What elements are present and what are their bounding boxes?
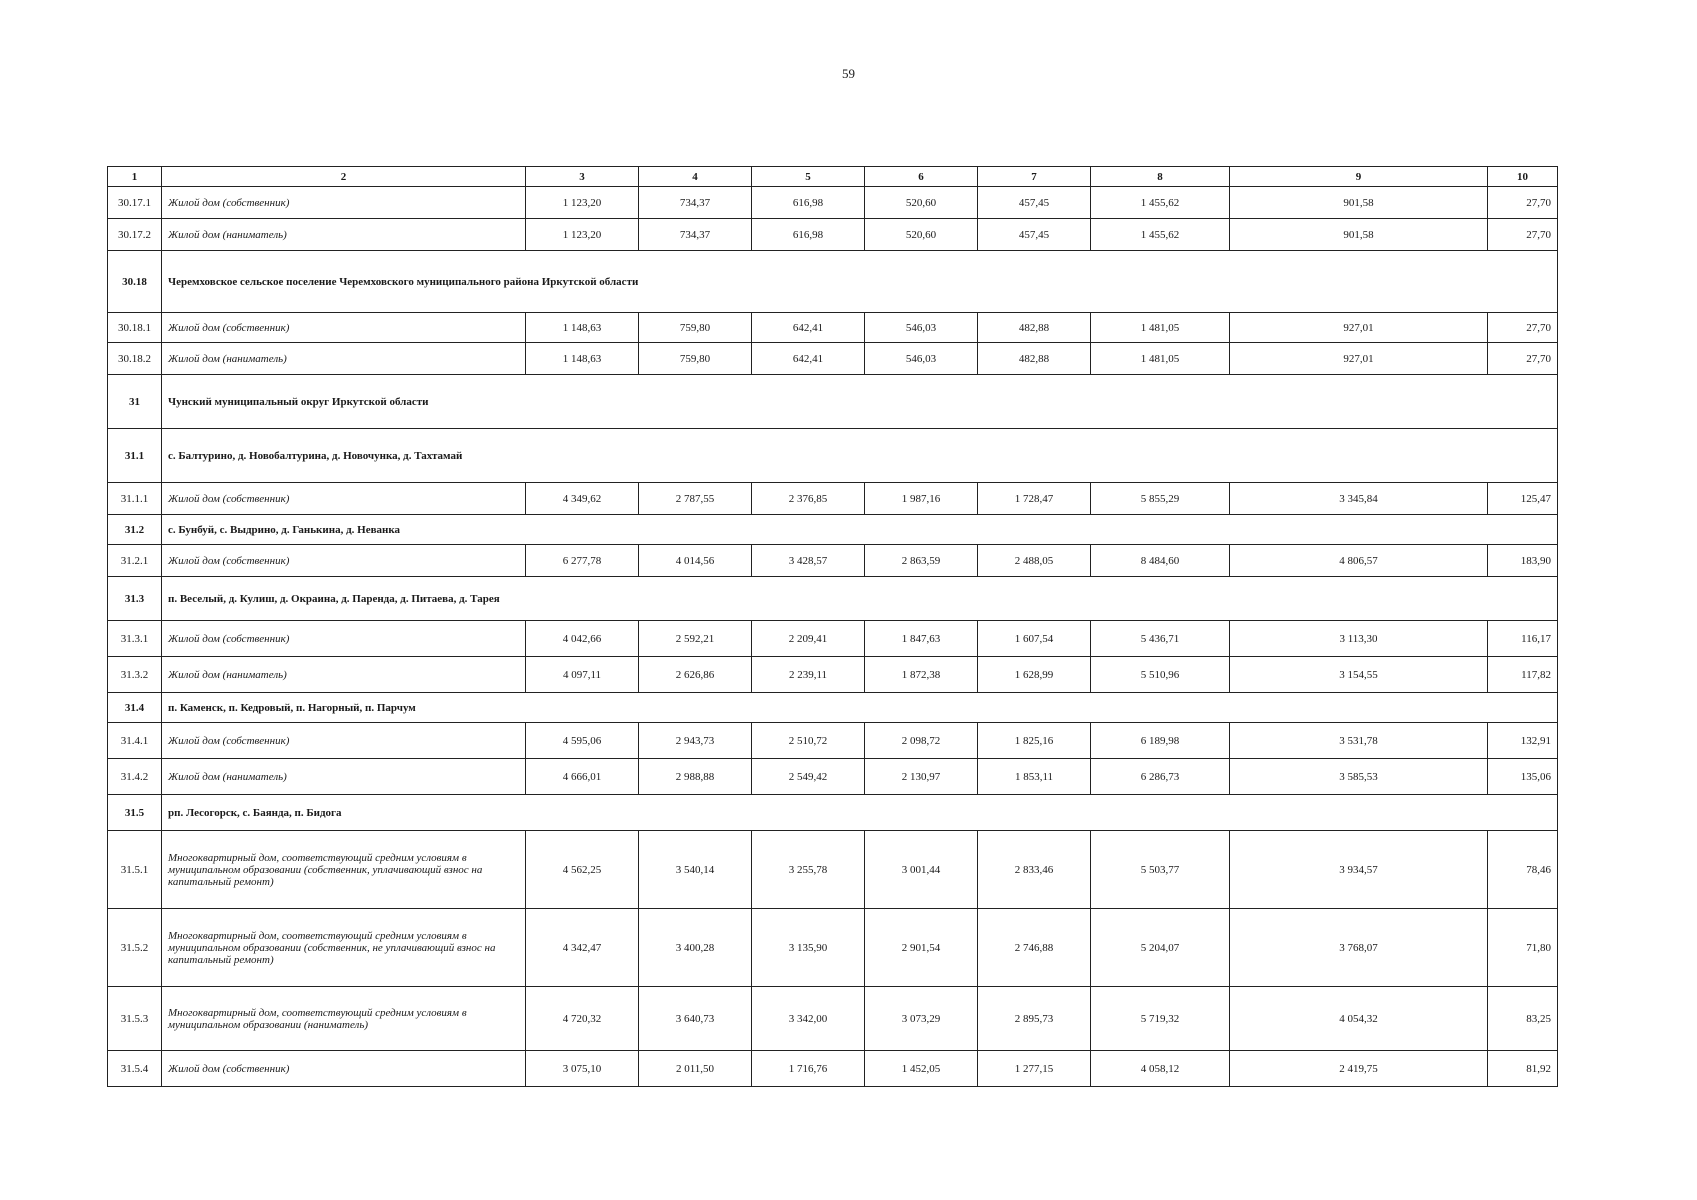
row-code: 31.2 <box>108 515 162 545</box>
row-code: 31.2.1 <box>108 545 162 577</box>
value-col-4: 2 943,73 <box>639 723 752 759</box>
value-col-6: 1 987,16 <box>865 483 978 515</box>
value-col-8: 6 189,98 <box>1091 723 1230 759</box>
value-col-4: 2 592,21 <box>639 621 752 657</box>
column-header-6: 6 <box>865 167 978 187</box>
table-row <box>108 987 1558 1051</box>
value-col-10: 183,90 <box>1488 545 1558 577</box>
value-col-8: 5 436,71 <box>1091 621 1230 657</box>
value-col-10: 125,47 <box>1488 483 1558 515</box>
value-col-8: 1 481,05 <box>1091 343 1230 375</box>
row-code: 30.17.2 <box>108 219 162 251</box>
value-col-5: 3 342,00 <box>752 987 865 1051</box>
value-col-7: 1 825,16 <box>978 723 1091 759</box>
section-title: Чунский муниципальный округ Иркутской области <box>162 375 1558 429</box>
value-col-10: 27,70 <box>1488 313 1558 343</box>
column-number-row <box>108 167 1558 187</box>
row-code: 31.4.1 <box>108 723 162 759</box>
value-col-4: 759,80 <box>639 343 752 375</box>
value-col-5: 642,41 <box>752 313 865 343</box>
value-col-8: 5 719,32 <box>1091 987 1230 1051</box>
value-col-5: 2 209,41 <box>752 621 865 657</box>
value-col-8: 1 455,62 <box>1091 219 1230 251</box>
section-title: п. Веселый, д. Кулиш, д. Окраина, д. Паренда, д. Питаева, д. Тарея <box>162 577 1558 621</box>
section-title: с. Балтурино, д. Новобалтурина, д. Новочунка, д. Тахтамай <box>162 429 1558 483</box>
value-col-3: 4 042,66 <box>526 621 639 657</box>
column-header-10: 10 <box>1488 167 1558 187</box>
row-name: Жилой дом (наниматель) <box>162 657 526 693</box>
row-name: Жилой дом (собственник) <box>162 621 526 657</box>
section-row <box>108 693 1558 723</box>
row-code: 31.1 <box>108 429 162 483</box>
column-header-7: 7 <box>978 167 1091 187</box>
row-name: Жилой дом (собственник) <box>162 187 526 219</box>
value-col-5: 2 510,72 <box>752 723 865 759</box>
value-col-4: 4 014,56 <box>639 545 752 577</box>
row-code: 31.3.2 <box>108 657 162 693</box>
value-col-3: 1 148,63 <box>526 313 639 343</box>
value-col-6: 1 872,38 <box>865 657 978 693</box>
value-col-7: 482,88 <box>978 313 1091 343</box>
value-col-3: 4 097,11 <box>526 657 639 693</box>
page-number: 59 <box>842 66 855 81</box>
row-code: 31.5.4 <box>108 1051 162 1087</box>
tariff-table <box>107 166 1558 1087</box>
value-col-10: 83,25 <box>1488 987 1558 1051</box>
value-col-7: 2 895,73 <box>978 987 1091 1051</box>
section-title: п. Каменск, п. Кедровый, п. Нагорный, п. Парчум <box>162 693 1558 723</box>
value-col-4: 2 011,50 <box>639 1051 752 1087</box>
row-name: Жилой дом (собственник) <box>162 1051 526 1087</box>
value-col-7: 482,88 <box>978 343 1091 375</box>
section-row <box>108 251 1558 313</box>
row-code: 31.5.1 <box>108 831 162 909</box>
table-row <box>108 219 1558 251</box>
value-col-9: 3 585,53 <box>1230 759 1488 795</box>
value-col-4: 2 787,55 <box>639 483 752 515</box>
value-col-5: 3 135,90 <box>752 909 865 987</box>
table-row <box>108 187 1558 219</box>
value-col-10: 116,17 <box>1488 621 1558 657</box>
row-code: 30.18.1 <box>108 313 162 343</box>
value-col-10: 81,92 <box>1488 1051 1558 1087</box>
value-col-8: 1 481,05 <box>1091 313 1230 343</box>
value-col-8: 5 855,29 <box>1091 483 1230 515</box>
row-code: 31 <box>108 375 162 429</box>
value-col-8: 8 484,60 <box>1091 545 1230 577</box>
value-col-6: 2 130,97 <box>865 759 978 795</box>
value-col-9: 927,01 <box>1230 343 1488 375</box>
table-row <box>108 621 1558 657</box>
value-col-8: 5 503,77 <box>1091 831 1230 909</box>
row-code: 30.18.2 <box>108 343 162 375</box>
value-col-10: 135,06 <box>1488 759 1558 795</box>
value-col-6: 1 847,63 <box>865 621 978 657</box>
table-row <box>108 1051 1558 1087</box>
value-col-6: 2 863,59 <box>865 545 978 577</box>
table-row <box>108 831 1558 909</box>
table-row <box>108 483 1558 515</box>
table-body <box>108 187 1558 1087</box>
value-col-6: 520,60 <box>865 219 978 251</box>
row-name: Жилой дом (собственник) <box>162 483 526 515</box>
table-row <box>108 723 1558 759</box>
value-col-9: 901,58 <box>1230 187 1488 219</box>
value-col-10: 71,80 <box>1488 909 1558 987</box>
value-col-4: 3 400,28 <box>639 909 752 987</box>
row-name: Жилой дом (собственник) <box>162 313 526 343</box>
value-col-6: 2 098,72 <box>865 723 978 759</box>
value-col-9: 3 768,07 <box>1230 909 1488 987</box>
value-col-7: 1 853,11 <box>978 759 1091 795</box>
value-col-3: 1 123,20 <box>526 187 639 219</box>
row-code: 31.3.1 <box>108 621 162 657</box>
column-header-3: 3 <box>526 167 639 187</box>
column-header-2: 2 <box>162 167 526 187</box>
row-code: 30.17.1 <box>108 187 162 219</box>
value-col-6: 546,03 <box>865 313 978 343</box>
value-col-10: 27,70 <box>1488 219 1558 251</box>
value-col-7: 1 728,47 <box>978 483 1091 515</box>
value-col-3: 4 720,32 <box>526 987 639 1051</box>
value-col-4: 2 626,86 <box>639 657 752 693</box>
value-col-5: 2 549,42 <box>752 759 865 795</box>
value-col-9: 3 531,78 <box>1230 723 1488 759</box>
row-code: 31.4.2 <box>108 759 162 795</box>
value-col-7: 1 277,15 <box>978 1051 1091 1087</box>
value-col-10: 27,70 <box>1488 343 1558 375</box>
value-col-9: 901,58 <box>1230 219 1488 251</box>
section-row <box>108 429 1558 483</box>
value-col-10: 78,46 <box>1488 831 1558 909</box>
value-col-6: 1 452,05 <box>865 1051 978 1087</box>
row-name: Многоквартирный дом, соответствующий средним условиям в муниципальном образовании (собственник, уплачивающий взнос на капитальный ремонт) <box>162 831 526 909</box>
row-code: 31.5 <box>108 795 162 831</box>
table-row <box>108 545 1558 577</box>
column-header-5: 5 <box>752 167 865 187</box>
section-title: с. Бунбуй, с. Выдрино, д. Ганькина, д. Неванка <box>162 515 1558 545</box>
column-header-4: 4 <box>639 167 752 187</box>
value-col-7: 2 833,46 <box>978 831 1091 909</box>
value-col-5: 642,41 <box>752 343 865 375</box>
value-col-9: 2 419,75 <box>1230 1051 1488 1087</box>
value-col-3: 4 342,47 <box>526 909 639 987</box>
value-col-3: 4 666,01 <box>526 759 639 795</box>
value-col-3: 4 349,62 <box>526 483 639 515</box>
row-name: Жилой дом (собственник) <box>162 545 526 577</box>
value-col-5: 616,98 <box>752 187 865 219</box>
row-name: Жилой дом (собственник) <box>162 723 526 759</box>
value-col-6: 3 073,29 <box>865 987 978 1051</box>
section-title: Черемховское сельское поселение Черемховского муниципального района Иркутской области <box>162 251 1558 313</box>
value-col-5: 3 255,78 <box>752 831 865 909</box>
row-code: 31.1.1 <box>108 483 162 515</box>
value-col-9: 4 054,32 <box>1230 987 1488 1051</box>
value-col-4: 3 640,73 <box>639 987 752 1051</box>
value-col-8: 5 204,07 <box>1091 909 1230 987</box>
table-row <box>108 313 1558 343</box>
value-col-5: 1 716,76 <box>752 1051 865 1087</box>
row-code: 31.5.2 <box>108 909 162 987</box>
value-col-7: 1 628,99 <box>978 657 1091 693</box>
value-col-10: 27,70 <box>1488 187 1558 219</box>
column-header-8: 8 <box>1091 167 1230 187</box>
value-col-7: 457,45 <box>978 219 1091 251</box>
value-col-3: 1 148,63 <box>526 343 639 375</box>
value-col-10: 132,91 <box>1488 723 1558 759</box>
value-col-4: 734,37 <box>639 187 752 219</box>
row-code: 30.18 <box>108 251 162 313</box>
section-row <box>108 375 1558 429</box>
value-col-3: 4 595,06 <box>526 723 639 759</box>
value-col-9: 3 113,30 <box>1230 621 1488 657</box>
value-col-7: 457,45 <box>978 187 1091 219</box>
value-col-6: 546,03 <box>865 343 978 375</box>
row-code: 31.5.3 <box>108 987 162 1051</box>
value-col-9: 3 934,57 <box>1230 831 1488 909</box>
row-code: 31.3 <box>108 577 162 621</box>
row-code: 31.4 <box>108 693 162 723</box>
value-col-4: 3 540,14 <box>639 831 752 909</box>
value-col-10: 117,82 <box>1488 657 1558 693</box>
value-col-4: 2 988,88 <box>639 759 752 795</box>
value-col-9: 3 345,84 <box>1230 483 1488 515</box>
row-name: Жилой дом (наниматель) <box>162 343 526 375</box>
value-col-5: 616,98 <box>752 219 865 251</box>
column-header-9: 9 <box>1230 167 1488 187</box>
table-row <box>108 657 1558 693</box>
row-name: Жилой дом (наниматель) <box>162 759 526 795</box>
section-row <box>108 795 1558 831</box>
value-col-3: 4 562,25 <box>526 831 639 909</box>
section-title: рп. Лесогорск, с. Баянда, п. Бидога <box>162 795 1558 831</box>
value-col-7: 2 488,05 <box>978 545 1091 577</box>
value-col-6: 2 901,54 <box>865 909 978 987</box>
value-col-5: 3 428,57 <box>752 545 865 577</box>
value-col-4: 734,37 <box>639 219 752 251</box>
value-col-6: 3 001,44 <box>865 831 978 909</box>
value-col-3: 6 277,78 <box>526 545 639 577</box>
table-row <box>108 909 1558 987</box>
value-col-6: 520,60 <box>865 187 978 219</box>
table-row <box>108 343 1558 375</box>
value-col-3: 1 123,20 <box>526 219 639 251</box>
value-col-9: 3 154,55 <box>1230 657 1488 693</box>
value-col-8: 6 286,73 <box>1091 759 1230 795</box>
value-col-3: 3 075,10 <box>526 1051 639 1087</box>
row-name: Многоквартирный дом, соответствующий средним условиям в муниципальном образовании (наниматель) <box>162 987 526 1051</box>
column-header-1: 1 <box>108 167 162 187</box>
value-col-8: 4 058,12 <box>1091 1051 1230 1087</box>
value-col-5: 2 376,85 <box>752 483 865 515</box>
value-col-5: 2 239,11 <box>752 657 865 693</box>
value-col-7: 1 607,54 <box>978 621 1091 657</box>
value-col-8: 1 455,62 <box>1091 187 1230 219</box>
value-col-4: 759,80 <box>639 313 752 343</box>
row-name: Многоквартирный дом, соответствующий средним условиям в муниципальном образовании (собственник, не уплачивающий взнос на капитальный ремонт) <box>162 909 526 987</box>
value-col-8: 5 510,96 <box>1091 657 1230 693</box>
value-col-9: 927,01 <box>1230 313 1488 343</box>
value-col-7: 2 746,88 <box>978 909 1091 987</box>
section-row <box>108 515 1558 545</box>
value-col-9: 4 806,57 <box>1230 545 1488 577</box>
row-name: Жилой дом (наниматель) <box>162 219 526 251</box>
section-row <box>108 577 1558 621</box>
table-row <box>108 759 1558 795</box>
